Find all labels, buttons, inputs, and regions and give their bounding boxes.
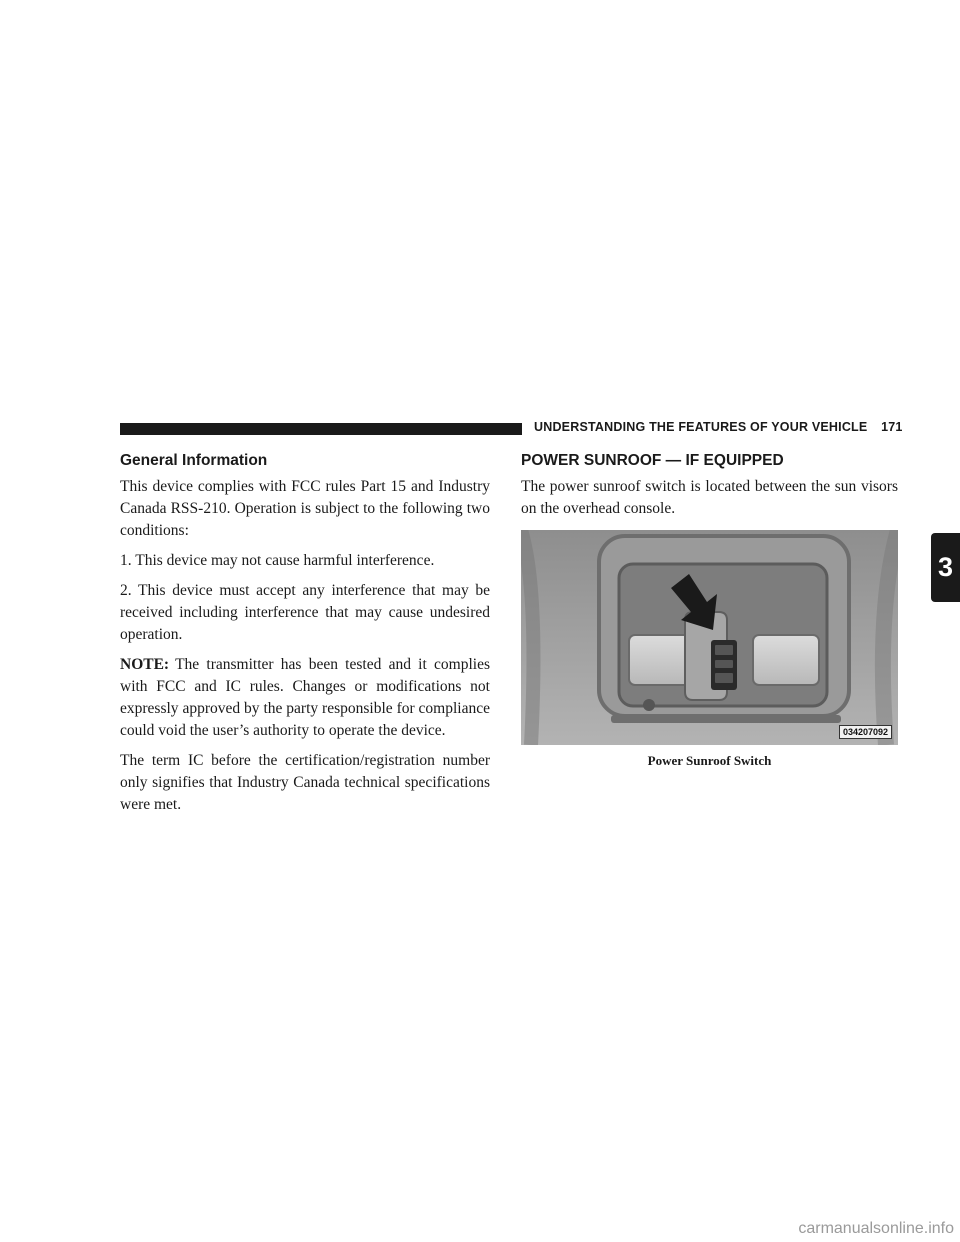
image-code: 034207092 (839, 725, 892, 739)
power-sunroof-heading: POWER SUNROOF — IF EQUIPPED (521, 452, 784, 469)
right-map-lamp (753, 635, 819, 685)
note-text: The transmitter has been tested and it complies with FCC and IC rules. Changes or modifications not expressly approved by the party responsible for compliance could void the user’s authority to operate the device. (120, 656, 490, 739)
right-column (521, 451, 898, 769)
watermark: carmanualsonline.info (798, 1220, 954, 1237)
chapter-number: 3 (937, 552, 954, 582)
general-information-heading: General Information (120, 452, 268, 469)
overhead-console-illustration (521, 530, 898, 745)
note-label: NOTE: (120, 656, 170, 673)
page-number: 171 (881, 420, 903, 434)
note-paragraph (120, 654, 490, 742)
ic-paragraph: The term IC before the certification/registration number only signifies that Industry Canada technical specifications were met. (120, 752, 490, 813)
sunroof-location-paragraph: The power sunroof switch is located between the sun visors on the overhead console. (521, 478, 898, 517)
condition-1: 1. This device may not cause harmful interference. (120, 552, 435, 569)
section-title: UNDERSTANDING THE FEATURES OF YOUR VEHICLE (534, 420, 868, 434)
photo-caption: Power Sunroof Switch (647, 753, 772, 768)
condition-2: 2. This device must accept any interference that may be received including interference that may cause undesired operation. (120, 582, 490, 643)
sunroof-switch-photo (521, 530, 898, 745)
header-rule (120, 423, 522, 435)
fcc-compliance-paragraph: This device complies with FCC rules Part 15 and Industry Canada RSS-210. Operation is subject to the following two conditions: (120, 478, 490, 539)
running-header (534, 420, 903, 434)
left-column (120, 451, 490, 824)
chapter-tab (931, 533, 960, 602)
